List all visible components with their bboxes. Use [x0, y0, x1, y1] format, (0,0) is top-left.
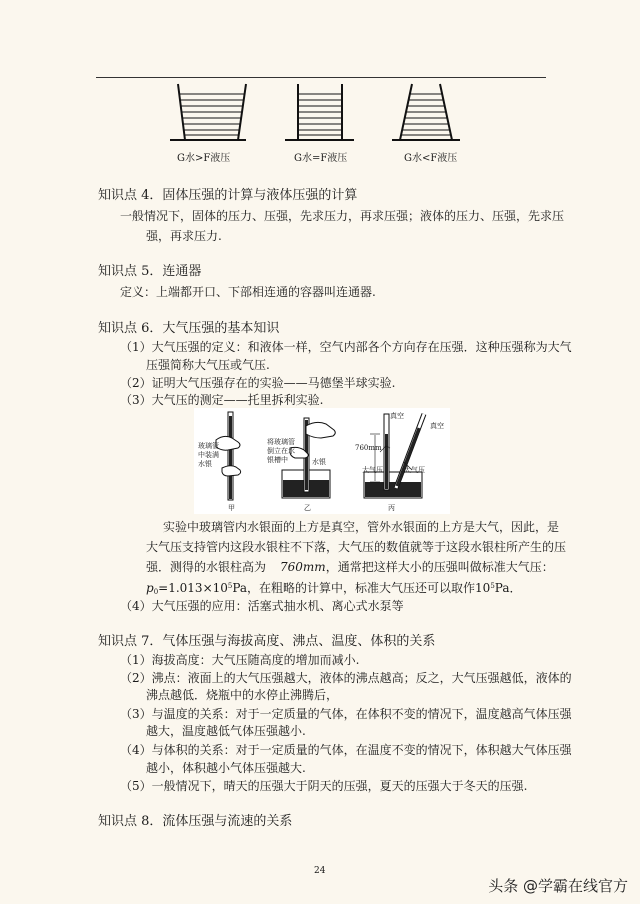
k6-item1a: （1）大气压强的定义：和液体一样，空气内部各个方向存在压强．这种压强称为大气 [120, 340, 572, 354]
top-rule [96, 77, 546, 78]
label-mercury: 水银 [312, 458, 326, 466]
k4-line2: 强，再求压力. [146, 229, 222, 243]
k7-item4a: （4）与体积的关系：对于一定质量的气体，在温度不变的情况下，体积越大气体压强 [120, 743, 572, 757]
k4-heading: 知识点 4．固体压强的计算与液体压强的计算 [98, 188, 358, 203]
k6-para1: 实验中玻璃管内水银面的上方是真空，管外水银面的上方是大气，因此，是 [163, 520, 560, 534]
caption-jia: 甲 [228, 504, 235, 512]
k6-para4: $p_0=1.013\times 10^5Pa$，在粗略的计算中，标准大气压还可以取作$10^5Pa$． [146, 581, 522, 596]
label-vacuum-1: 真空 [390, 412, 404, 420]
page-number: 24 [314, 866, 326, 876]
k5-heading: 知识点 5．连通器 [98, 264, 202, 279]
k6-item1b: 压强简称大气压或气压. [146, 358, 270, 372]
k6-para2: 大气压支持管内这段水银柱不下落，大气压的数值就等于这段水银柱所产生的压 [146, 540, 567, 554]
torricelli-figure [194, 408, 450, 514]
k7-item5: （5）一般情况下，晴天的压强大于阴天的压强，夏天的压强大于冬天的压强. [120, 779, 528, 793]
k7-item3a: （3）与温度的关系：对于一定质量的气体，在体积不变的情况下，温度越高气体压强 [120, 707, 572, 721]
k7-item2b: 沸点越低．烧瓶中的水停止沸腾后， [146, 688, 339, 702]
k4-line1: 一般情况下，固体的压力、压强，先求压力，再求压强；液体的压力、压强，先求压 [120, 209, 565, 223]
caption-greater: G水>F液压 [177, 153, 231, 164]
caption-yi: 乙 [304, 504, 311, 512]
k6-item3: （3）大气压的测定——托里拆利实验. [120, 393, 324, 407]
label-tube-filled: 玻璃管中装满水银 [198, 442, 219, 468]
label-atm-2: 大气压 [404, 466, 425, 474]
k6-heading: 知识点 6．大气压强的基本知识 [98, 321, 280, 336]
label-760mm: 760mm [355, 444, 382, 452]
k6-para3: 强．测得的水银柱高为 760mm，通常把这样大小的压强叫做标准大气压： [146, 560, 554, 574]
k7-item2a: （2）沸点：液面上的大气压强越大，液体的沸点越高；反之，大气压强越低，液体的 [120, 671, 572, 685]
k7-heading: 知识点 7．气体压强与海拔高度、沸点、温度、体积的关系 [98, 634, 436, 649]
label-vacuum-2: 真空 [430, 422, 444, 430]
k6-item4: （4）大气压强的应用：活塞式抽水机、离心式水泵等 [120, 599, 404, 613]
label-atm-1: 大气压 [362, 466, 383, 474]
k6-item2: （2）证明大气压强存在的实验——马德堡半球实验. [120, 376, 396, 390]
watermark: 头条 @学霸在线官方 [488, 877, 628, 895]
k7-item4b: 越小，体积越小气体压强越大. [146, 761, 306, 775]
k7-item3b: 越大，温度越低气体压强越小. [146, 724, 306, 738]
caption-equal: G水=F液压 [294, 153, 348, 164]
label-invert-tube: 将玻璃管倒立在水银槽中 [267, 438, 295, 464]
caption-bing: 丙 [388, 504, 395, 512]
container-figure [170, 80, 460, 150]
k7-item1: （1）海拔高度：大气压随高度的增加而减小. [120, 653, 360, 667]
k8-heading: 知识点 8．流体压强与流速的关系 [98, 814, 293, 829]
k5-line1: 定义：上端都开口、下部相连通的容器叫连通器. [120, 285, 376, 299]
caption-less: G水<F液压 [404, 153, 458, 164]
